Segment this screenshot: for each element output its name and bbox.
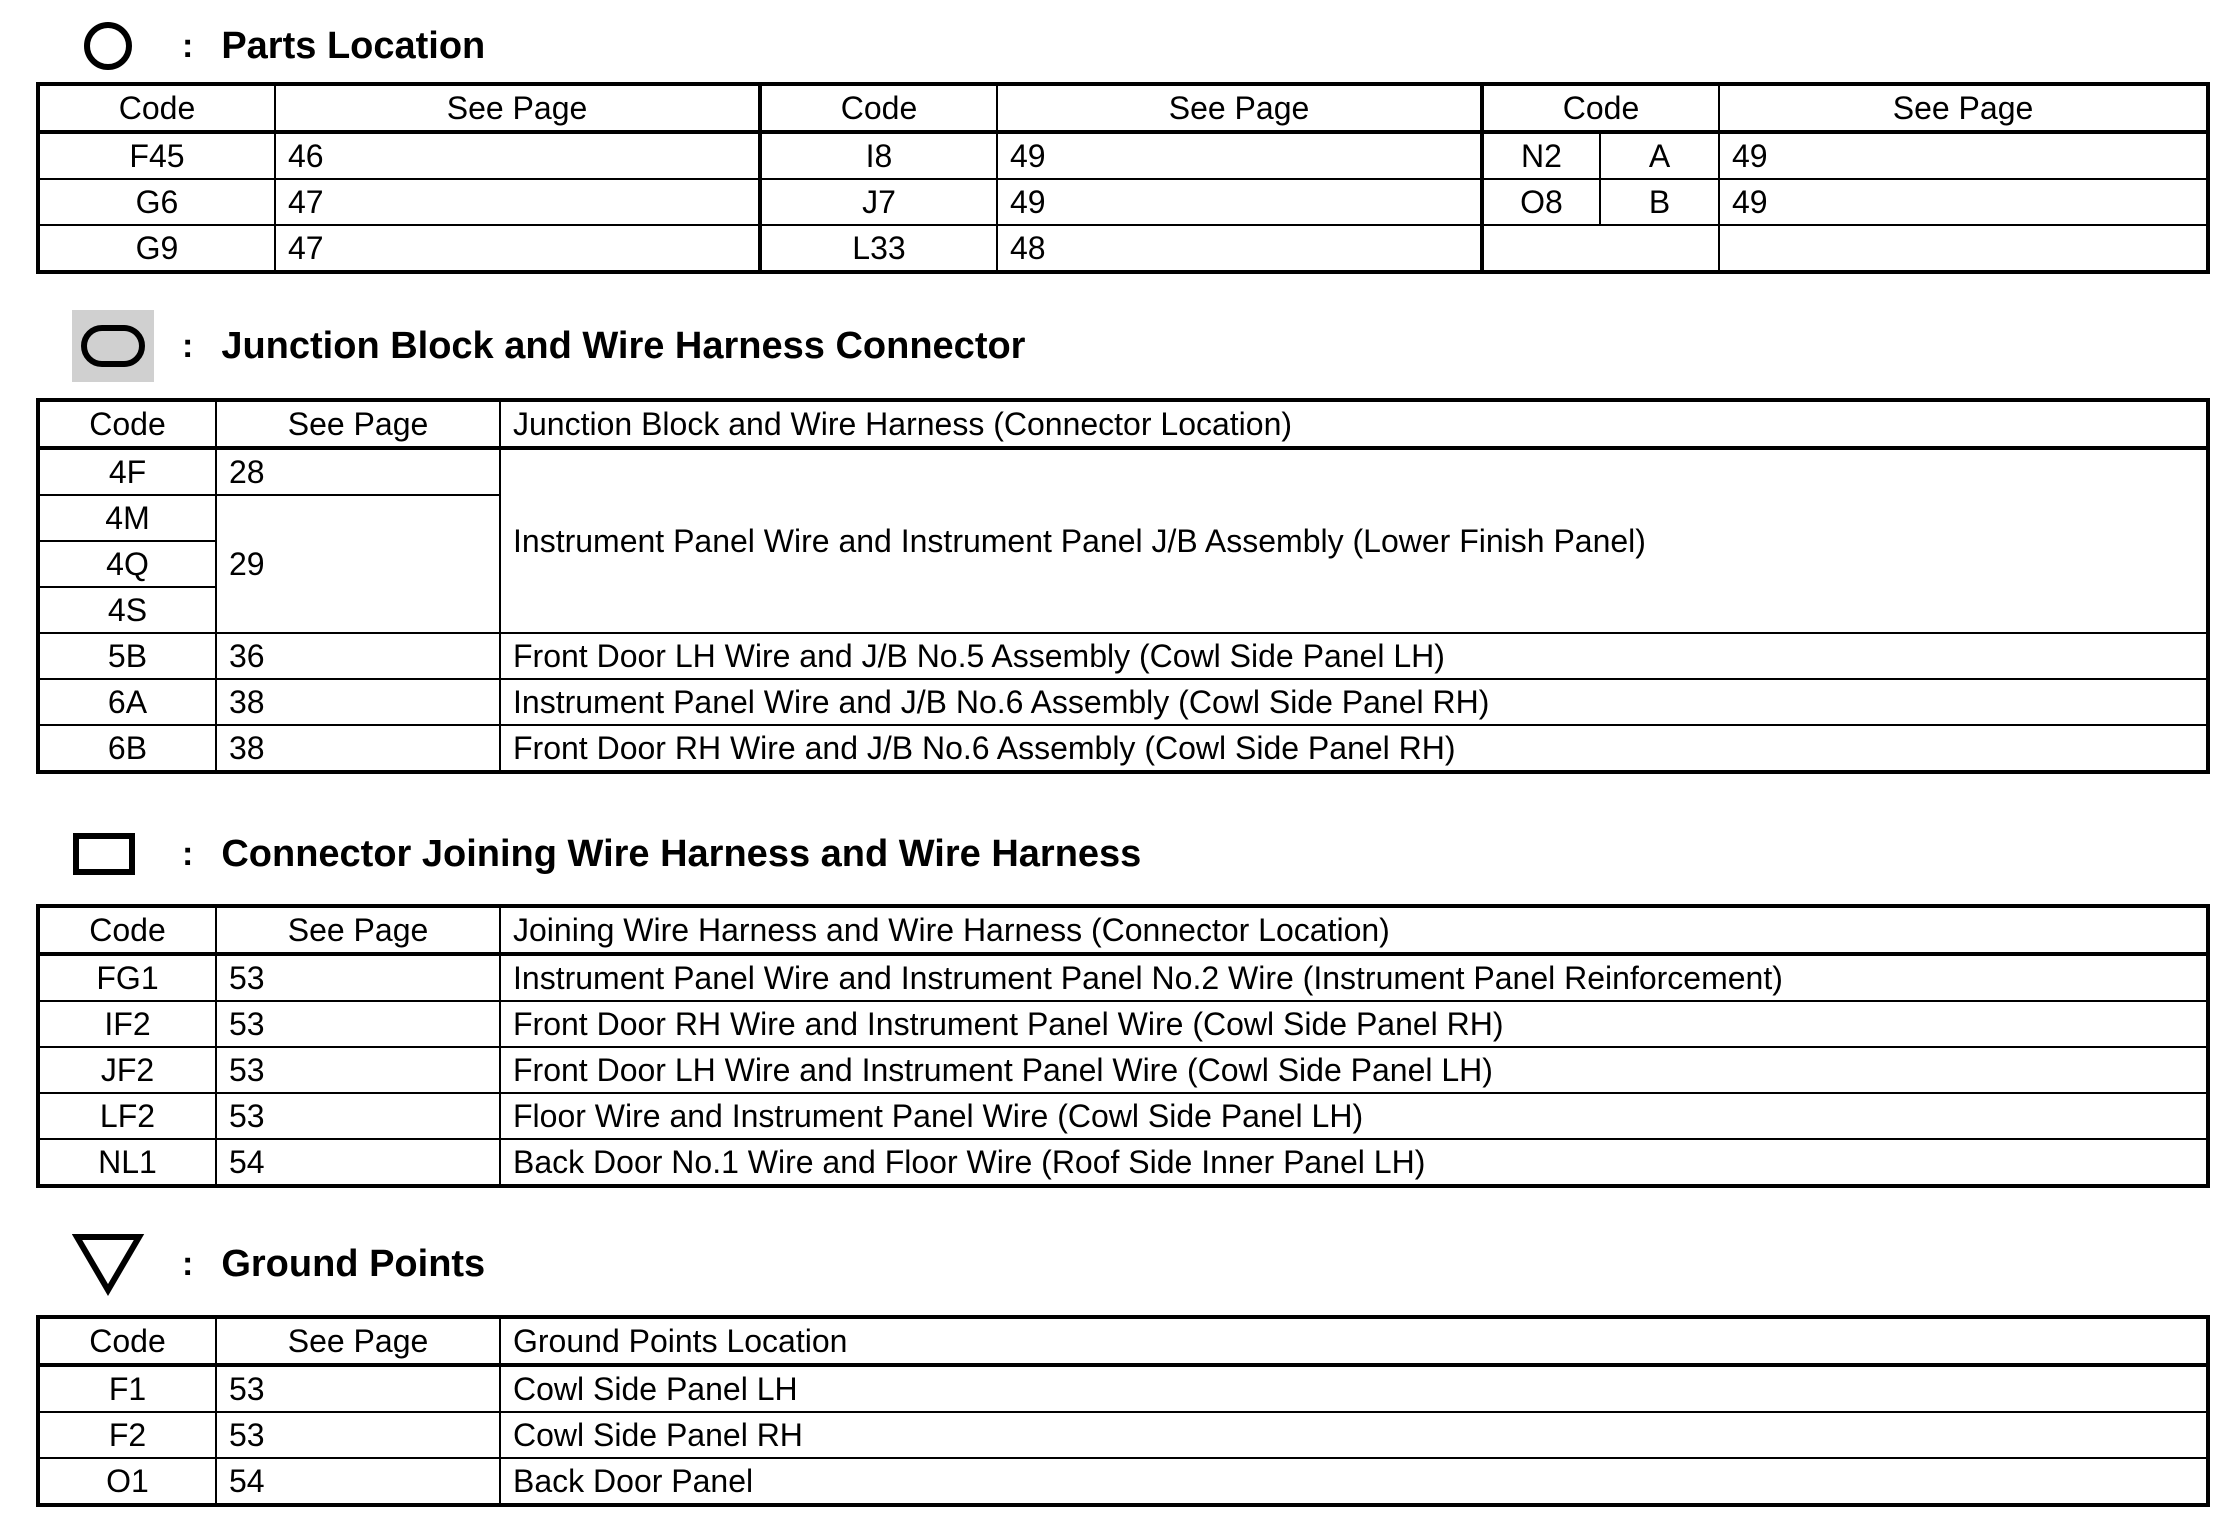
page-cell: 28: [216, 448, 500, 495]
junction-block-table: [36, 398, 2210, 774]
location-cell: Cowl Side Panel LH: [500, 1365, 2208, 1412]
code-cell: N2: [1482, 132, 1600, 179]
code-cell: IF2: [38, 1001, 216, 1047]
page-cell: 29: [216, 495, 500, 633]
code-cell: F1: [38, 1365, 216, 1412]
column-header: See Page: [997, 84, 1482, 132]
code-suffix-cell: B: [1600, 179, 1719, 225]
location-cell: Instrument Panel Wire and Instrument Panel No.2 Wire (Instrument Panel Reinforcement): [500, 954, 2208, 1001]
location-cell: Front Door LH Wire and J/B No.5 Assembly (Cowl Side Panel LH): [500, 633, 2208, 679]
page-cell: 53: [216, 1093, 500, 1139]
column-header: Code: [38, 906, 216, 954]
code-cell: JF2: [38, 1047, 216, 1093]
code-cell: 4F: [38, 448, 216, 495]
page-cell: 49: [997, 132, 1482, 179]
code-cell: 6A: [38, 679, 216, 725]
column-header: See Page: [275, 84, 760, 132]
table-row: [38, 448, 2208, 495]
table-row: [38, 1412, 2208, 1458]
table-row: [38, 1458, 2208, 1505]
code-cell: NL1: [38, 1139, 216, 1186]
section-title: Parts Location: [221, 24, 486, 67]
triangle-down-icon: [72, 1234, 156, 1294]
section-colon: :: [182, 326, 194, 365]
code-cell: [1482, 225, 1719, 272]
page-cell: 47: [275, 225, 760, 272]
column-header: Code: [38, 400, 216, 448]
page-cell: 54: [216, 1458, 500, 1505]
location-cell: Front Door RH Wire and Instrument Panel Wire (Cowl Side Panel RH): [500, 1001, 2208, 1047]
table-header-row: [38, 1317, 2208, 1365]
location-cell: Instrument Panel Wire and J/B No.6 Assembly (Cowl Side Panel RH): [500, 679, 2208, 725]
page-cell: 53: [216, 1047, 500, 1093]
code-cell: O1: [38, 1458, 216, 1505]
column-header: See Page: [216, 1317, 500, 1365]
section-colon: :: [182, 1244, 194, 1283]
table-row: [38, 179, 2208, 225]
column-header: Code: [760, 84, 997, 132]
code-cell: O8: [1482, 179, 1600, 225]
section-title: Ground Points: [221, 1242, 486, 1285]
table-row: [38, 1139, 2208, 1186]
table-row: [38, 1001, 2208, 1047]
code-cell: 4M: [38, 495, 216, 541]
code-cell: G6: [38, 179, 275, 225]
page-cell: 49: [997, 179, 1482, 225]
code-cell: 4Q: [38, 541, 216, 587]
section-colon: :: [182, 834, 194, 873]
code-cell: I8: [760, 132, 997, 179]
section-colon: :: [182, 26, 194, 65]
table-row: [38, 1093, 2208, 1139]
code-cell: F2: [38, 1412, 216, 1458]
table-row: [38, 633, 2208, 679]
location-cell: Back Door No.1 Wire and Floor Wire (Roof Side Inner Panel LH): [500, 1139, 2208, 1186]
page-cell: 38: [216, 679, 500, 725]
code-cell: L33: [760, 225, 997, 272]
code-suffix-cell: A: [1600, 132, 1719, 179]
page-cell: 36: [216, 633, 500, 679]
location-cell: Cowl Side Panel RH: [500, 1412, 2208, 1458]
code-cell: J7: [760, 179, 997, 225]
connector-joining-table: [36, 904, 2210, 1188]
column-header: Ground Points Location: [500, 1317, 2208, 1365]
code-cell: 6B: [38, 725, 216, 772]
location-cell: Front Door LH Wire and Instrument Panel Wire (Cowl Side Panel LH): [500, 1047, 2208, 1093]
column-header: Junction Block and Wire Harness (Connector Location): [500, 400, 2208, 448]
location-cell: Instrument Panel Wire and Instrument Panel J/B Assembly (Lower Finish Panel): [500, 448, 2208, 633]
rectangle-icon: [72, 824, 156, 884]
table-header-row: [38, 906, 2208, 954]
table-row: [38, 132, 2208, 179]
table-row: [38, 954, 2208, 1001]
code-cell: F45: [38, 132, 275, 179]
location-cell: Front Door RH Wire and J/B No.6 Assembly (Cowl Side Panel RH): [500, 725, 2208, 772]
code-cell: FG1: [38, 954, 216, 1001]
table-header-row: [38, 400, 2208, 448]
page-cell: 48: [997, 225, 1482, 272]
ground-points-header: [72, 1234, 485, 1294]
location-cell: Floor Wire and Instrument Panel Wire (Cowl Side Panel LH): [500, 1093, 2208, 1139]
column-header: See Page: [216, 906, 500, 954]
code-cell: LF2: [38, 1093, 216, 1139]
page-cell: 53: [216, 1365, 500, 1412]
column-header: See Page: [1719, 84, 2208, 132]
column-header: Code: [1482, 84, 1719, 132]
code-cell: 4S: [38, 587, 216, 633]
column-header: Code: [38, 1317, 216, 1365]
location-cell: Back Door Panel: [500, 1458, 2208, 1505]
connector-joining-header: [72, 824, 1141, 884]
column-header: Joining Wire Harness and Wire Harness (Connector Location): [500, 906, 2208, 954]
page-cell: 49: [1719, 132, 2208, 179]
code-cell: 5B: [38, 633, 216, 679]
page-cell: [1719, 225, 2208, 272]
table-row: [38, 225, 2208, 272]
circle-icon: [72, 16, 156, 76]
column-header: Code: [38, 84, 275, 132]
rounded-rectangle-icon: [72, 316, 156, 376]
page-cell: 53: [216, 1001, 500, 1047]
table-row: [38, 725, 2208, 772]
ground-points-table: [36, 1315, 2210, 1507]
page-cell: 49: [1719, 179, 2208, 225]
table-row: [38, 1365, 2208, 1412]
section-title: Connector Joining Wire Harness and Wire Harness: [221, 832, 1142, 875]
junction-block-header: [72, 316, 1025, 376]
column-header: See Page: [216, 400, 500, 448]
table-row: [38, 1047, 2208, 1093]
page-cell: 38: [216, 725, 500, 772]
page-cell: 54: [216, 1139, 500, 1186]
page-cell: 47: [275, 179, 760, 225]
page-cell: 46: [275, 132, 760, 179]
page-cell: 53: [216, 954, 500, 1001]
section-title: Junction Block and Wire Harness Connector: [221, 324, 1026, 367]
parts-location-table: [36, 82, 2210, 274]
table-header-row: [38, 84, 2208, 132]
table-row: [38, 679, 2208, 725]
parts-location-header: [72, 16, 485, 76]
page-cell: 53: [216, 1412, 500, 1458]
code-cell: G9: [38, 225, 275, 272]
